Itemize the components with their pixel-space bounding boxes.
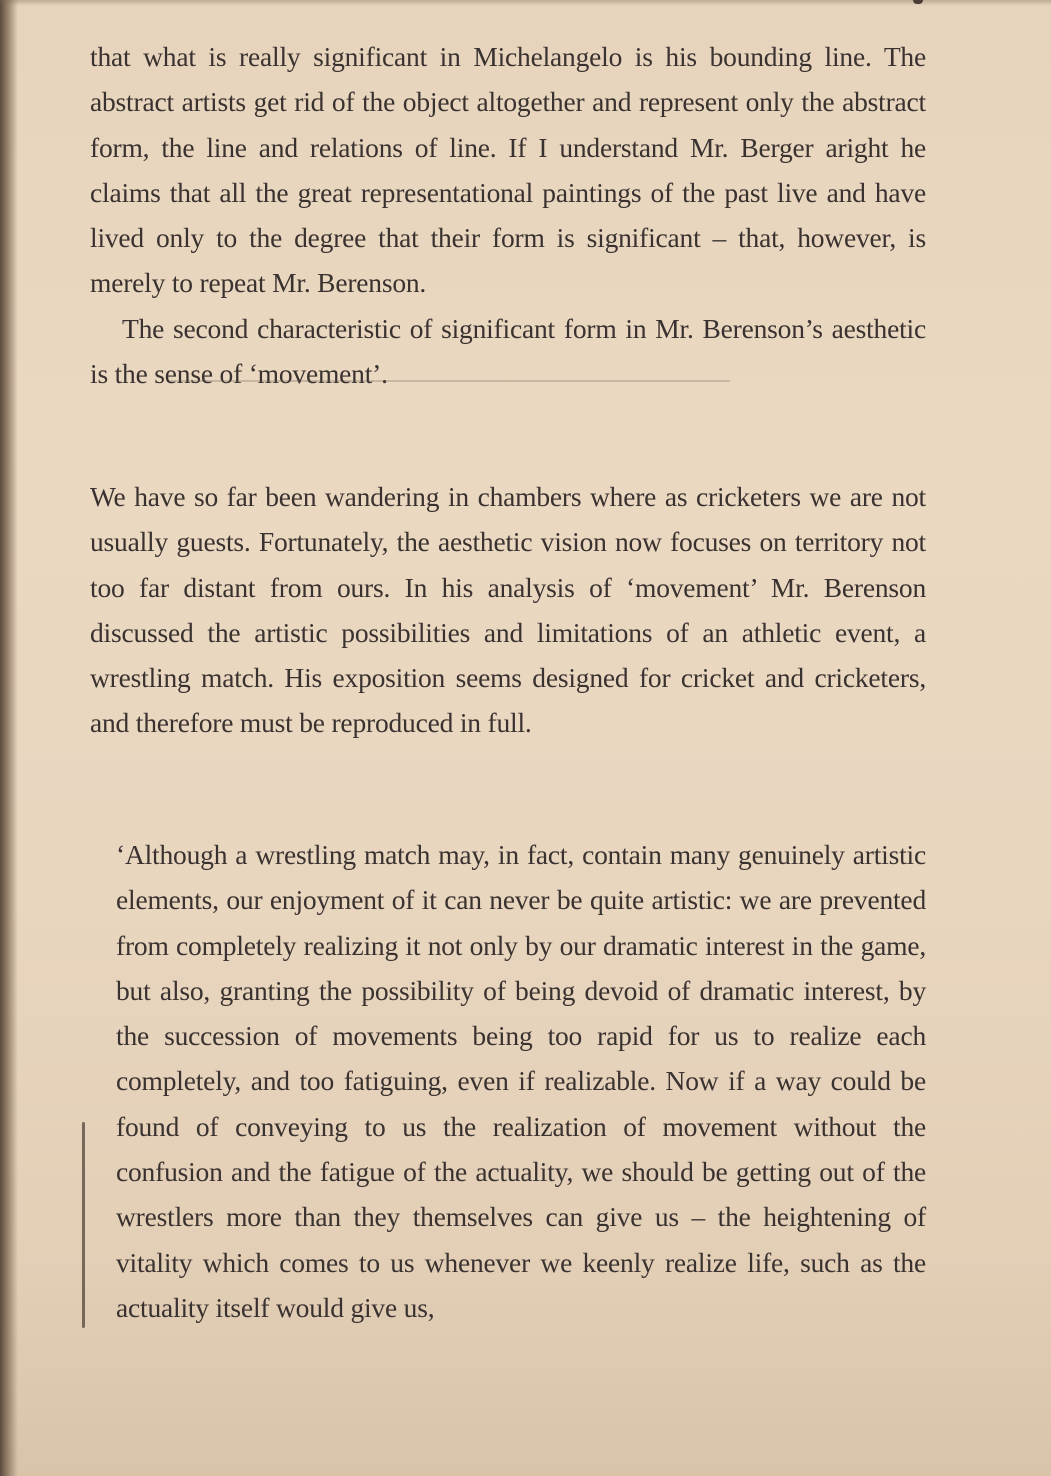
- paragraph-second-characteristic: The second characteristic of significant form in Mr. Berenson’s aesthetic is the sense of ‘movement’.: [90, 312, 926, 390]
- margin-pencil-bracket: [82, 1122, 85, 1328]
- text-block-middle: [90, 474, 926, 746]
- block-quotation: [116, 832, 926, 1330]
- paragraph-wrestling-intro: We have so far been wandering in chambers where as cricketers we are not usually guests. Fortunately, the aesthetic vision now focuses on territory not too far distant from ours. In his analysis of ‘movement’ Mr. Berenson discussed the artistic possibilities and limitations of an athletic event, a wrestling match. His exposition seems designed for cricket and cricketers, and therefore must be reproduced in full.: [90, 481, 926, 739]
- pencil-underline-mark: [170, 380, 730, 382]
- quotation-berenson: ‘Although a wrestling match may, in fact, contain many genuinely artistic elements, our enjoyment of it can never be quite artistic: we are prevented from completely realizing it not only by our dramatic interest in the game, but also, granting the possibility of being devoid of dramatic interest, by the succession of movements being too rapid for us to realize each completely, and too fatiguing, even if realizable. Now if a way could be found of conveying to us the realization of movement without the confusion and the fatigue of the actuality, we should be getting out of the wrestlers more than they themselves can give us – the heightening of vitality which comes to us whenever we keenly realize life, such as the actuality itself would give us,: [116, 839, 926, 1323]
- page-top-edge: [0, 0, 1051, 6]
- paragraph-continuation: that what is really significant in Michelangelo is his bounding line. The abstract artists get rid of the object altogether and represent only the abstract form, the line and relations of line. If I understand Mr. Berger aright he claims that all the great representational paintings of the past live and have lived only to the degree that their form is significant – that, however, is merely to repeat Mr. Berenson.: [90, 41, 926, 299]
- text-block-top: [90, 34, 926, 396]
- binding-shadow: [0, 0, 18, 1476]
